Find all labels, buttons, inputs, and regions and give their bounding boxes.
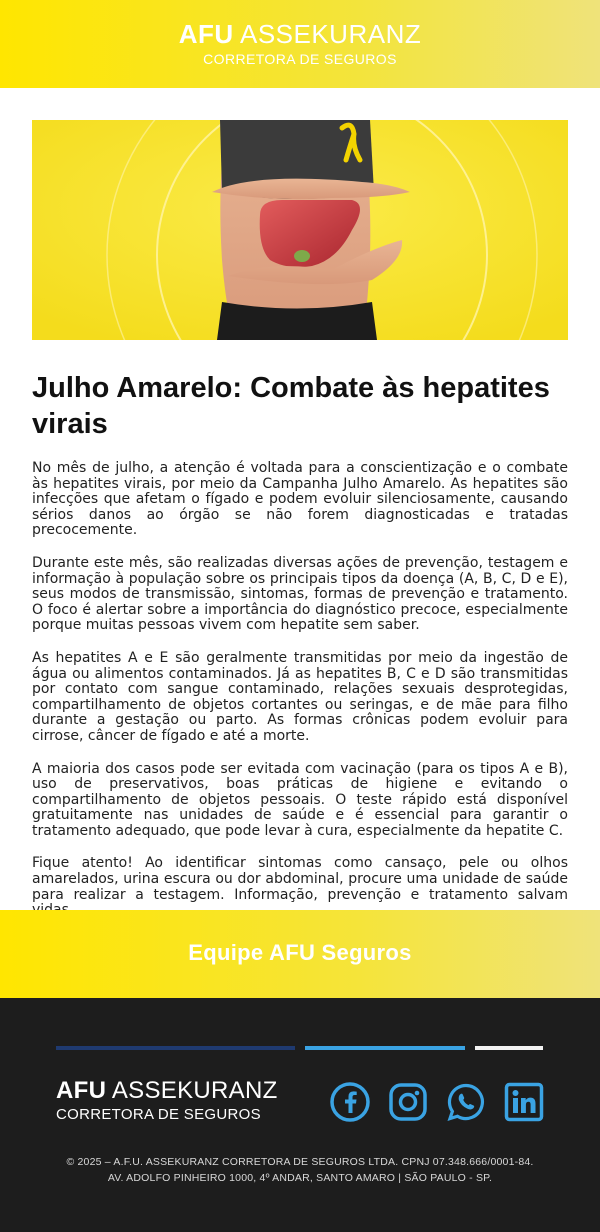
linkedin-icon[interactable] [504, 1082, 544, 1122]
footer-logo-rest: ASSEKURANZ [106, 1077, 278, 1104]
hero-illustration [32, 120, 568, 340]
article-paragraph: Durante este mês, são realizadas diversas ações de prevenção, testagem e informação à população sobre os principais tipos da doença (A, B, C, D e E), seus modos de transmissão, sintomas, formas de prevenção e tratamento. O foco é alertar sobre a importância do diagnóstico precoce, especialmente porque muitas pessoas vivem com hepatite sem saber. [32, 554, 568, 634]
footer-logo[interactable] [56, 1078, 278, 1123]
header-logo-bold: AFU [178, 19, 234, 49]
article-paragraph: Fique atento! Ao identificar sintomas como cansaço, pele ou olhos amarelados, urina escura ou dor abdominal, procure uma unidade de saúde para realizar a testagem. Informação, prevenção e tratamento salvam [32, 855, 568, 903]
footer-logo-title [56, 1078, 278, 1104]
header-logo-title [0, 20, 600, 48]
email-header [0, 0, 600, 88]
instagram-icon[interactable] [388, 1082, 428, 1122]
signature-text: Equipe AFU Seguros [188, 940, 412, 965]
footer-copyright [0, 1154, 600, 1186]
footer-stripe-navy [56, 1046, 295, 1050]
footer-logo-subtitle: CORRETORA DE SEGUROS [56, 1106, 261, 1123]
article-paragraph: As hepatites A e E são geralmente transmitidas por meio da ingestão de água ou alimentos contaminados. Já as hepatites B, C e D são transmitidas por contato com sangue contaminado, relações sexuais desprotegidas, compartilhamento de objetos cortantes ou seringas, e de mãe para filho durante a gestação ou parto. As formas crônicas podem evoluir para cirrose, câncer de fígado e até a morte. [32, 649, 568, 744]
footer [0, 998, 600, 1232]
article-paragraph: No mês de julho, a atenção é voltada para a conscientização e o combate às hepatites virais, por meio da Campanha Julho Amarelo. As hepatites são infecções que afetam o fígado e podem evoluir silenciosamente, causando sérios danos ao órgão se não forem diagnosticadas e tratadas precocemente. [32, 460, 568, 539]
copyright-line: © 2025 – A.F.U. ASSEKURANZ CORRETORA DE SEGUROS LTDA. CPNJ 07.348.666/0001-84. [66, 1156, 534, 1168]
footer-stripe-white [475, 1046, 543, 1050]
header-logo-rest: ASSEKURANZ [233, 19, 422, 49]
facebook-icon[interactable] [330, 1082, 370, 1122]
hero-image [32, 120, 568, 340]
address-line: AV. ADOLFO PINHEIRO 1000, 4º ANDAR, SANTO AMARO | SÃO PAULO - SP. [107, 1172, 493, 1184]
article-paragraph: A maioria dos casos pode ser evitada com vacinação (para os tipos A e B), uso de preservativos, boas práticas de higiene e evitando o compartilhamento de objetos pessoais. O teste rápido está disponível gratuitamente nas unidades de saúde e é essencial para garantir o tratamento adequado, que pode levar à cura, especialmente da hepatite C. [32, 760, 568, 839]
footer-logo-bold: AFU [56, 1077, 107, 1104]
article-body [32, 461, 568, 936]
signature-banner [0, 910, 600, 998]
header-logo-subtitle: CORRETORA DE SEGUROS [203, 51, 397, 67]
whatsapp-icon[interactable] [446, 1082, 486, 1122]
article-title: Julho Amarelo: Combate às hepatites virais [32, 372, 550, 440]
footer-stripe-blue [305, 1046, 465, 1050]
